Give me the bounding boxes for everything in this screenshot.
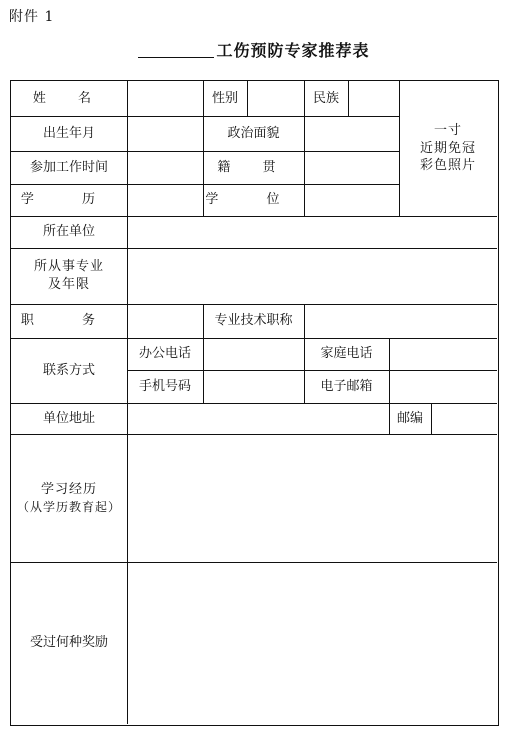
office-phone-field[interactable] [203, 338, 304, 370]
label-email: 电子邮箱 [320, 378, 373, 394]
label-birth: 出生年月 [42, 125, 95, 141]
mobile-field[interactable] [203, 370, 304, 403]
photo-line-2: 近期免冠 [419, 140, 476, 156]
label-awards: 受过何种奖励 [29, 635, 108, 651]
major-field[interactable] [127, 248, 497, 304]
label-major-line-2: 及年限 [47, 277, 90, 292]
label-address: 单位地址 [42, 410, 95, 426]
label-major [11, 248, 127, 304]
label-work-start: 参加工作时间 [29, 159, 108, 175]
label-gender: 性别 [211, 90, 238, 106]
photo-line-3: 彩色照片 [419, 158, 476, 174]
name-field[interactable] [127, 81, 203, 116]
label-native: 籍 贯 [217, 159, 290, 175]
email-field[interactable] [389, 370, 497, 403]
label-study [11, 434, 127, 562]
label-home-phone: 家庭电话 [320, 346, 373, 362]
label-major-line-1: 所从事专业 [33, 259, 104, 275]
awards-field[interactable] [127, 562, 497, 724]
degree-field[interactable] [304, 184, 399, 216]
position-field[interactable] [127, 304, 203, 338]
label-study-line-2: （从学历教育起） [16, 499, 121, 514]
work-start-field[interactable] [127, 151, 203, 184]
attachment-label: 附件 1 [9, 9, 55, 25]
home-phone-field[interactable] [389, 338, 497, 370]
label-political: 政治面貌 [227, 125, 280, 141]
label-name: 姓 名 [32, 90, 106, 106]
political-field[interactable] [304, 116, 399, 151]
study-field[interactable] [127, 434, 497, 562]
photo-line-1: 一寸 [433, 123, 462, 139]
birth-field[interactable] [127, 116, 203, 151]
label-postcode: 邮编 [396, 410, 423, 426]
label-employer: 所在单位 [42, 224, 95, 240]
label-degree: 学 位 [205, 192, 302, 208]
label-office-phone: 办公电话 [138, 346, 191, 362]
label-position: 职 务 [20, 313, 118, 329]
label-title-rank: 专业技术职称 [214, 313, 293, 329]
ethnicity-field[interactable] [348, 81, 399, 116]
label-contact: 联系方式 [42, 362, 95, 378]
title-text: 工伤预防专家推荐表 [216, 41, 370, 60]
native-field[interactable] [304, 151, 399, 184]
gender-field[interactable] [247, 81, 304, 116]
label-study-line-1: 学习经历 [40, 482, 97, 498]
title-blank-line [138, 42, 214, 58]
photo-box[interactable] [399, 81, 497, 216]
label-ethnicity: 民族 [312, 90, 339, 106]
education-field[interactable] [127, 184, 203, 216]
label-education: 学 历 [20, 192, 118, 208]
recommendation-form [10, 80, 499, 726]
label-mobile: 手机号码 [138, 378, 191, 394]
title-rank-field[interactable] [304, 304, 497, 338]
form-title [0, 38, 508, 61]
employer-field[interactable] [127, 216, 497, 248]
address-field[interactable] [127, 403, 389, 434]
postcode-field[interactable] [431, 403, 497, 434]
